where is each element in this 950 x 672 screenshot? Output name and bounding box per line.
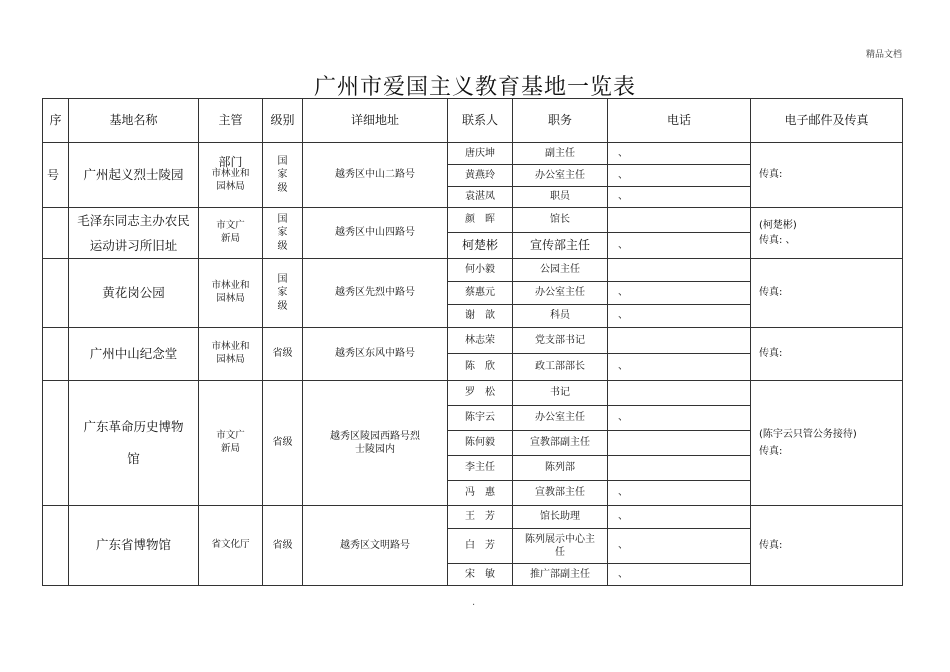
contact-position: 宣传部主任: [513, 232, 608, 258]
contact-name: 柯楚彬: [448, 232, 513, 258]
dept: 省文化厅: [199, 506, 263, 586]
seq-cell: [43, 259, 69, 328]
contact-phone: [608, 259, 751, 282]
contact-position: 办公室主任: [513, 406, 608, 431]
level: 国家级: [263, 143, 303, 208]
seq-cell: [43, 143, 69, 208]
contact-name: 林志荣: [448, 328, 513, 354]
contact-phone: 、: [608, 506, 751, 529]
contact-phone: 、: [608, 529, 751, 564]
header-address: 详细地址: [303, 99, 448, 143]
contact-phone: 、: [608, 282, 751, 305]
level: 国家级: [263, 208, 303, 259]
base-list-table: [42, 98, 903, 586]
contact-name: 冯 惠: [448, 481, 513, 506]
dept: 市林业和园林局: [199, 328, 263, 381]
contact-position: 副主任: [513, 143, 608, 165]
watermark-text: 精品文档: [865, 50, 902, 60]
email-fax: (陈宇云只管公务接待) 传真:: [751, 381, 903, 506]
contact-name: 谢 歆: [448, 305, 513, 328]
header-dept-bottom: 部门: [218, 155, 243, 170]
header-name: 基地名称: [69, 99, 199, 143]
base-name: 毛泽东同志主办农民运动讲习所旧址: [69, 208, 199, 259]
contact-position: 馆长助理: [513, 506, 608, 529]
header-level: 级别: [263, 99, 303, 143]
contact-position: 公园主任: [513, 259, 608, 282]
header-contact: 联系人: [448, 99, 513, 143]
level: 省级: [263, 506, 303, 586]
contact-position: 政工部部长: [513, 354, 608, 381]
table-header-row: [43, 99, 903, 143]
seq-cell: [43, 506, 69, 586]
contact-position: 陈列部: [513, 456, 608, 481]
header-seq: 序: [43, 99, 69, 143]
contact-name: 陈何毅: [448, 431, 513, 456]
table-row: [43, 381, 903, 406]
contact-name: 宋 敏: [448, 564, 513, 586]
contact-name: 李主任: [448, 456, 513, 481]
contact-name: 唐庆坤: [448, 143, 513, 165]
level: 国家级: [263, 259, 303, 328]
address: 越秀区中山四路号: [303, 208, 448, 259]
contact-position: 宣教部副主任: [513, 431, 608, 456]
table-row: [43, 328, 903, 354]
header-email-fax: 电子邮件及传真: [751, 99, 903, 143]
address: 越秀区先烈中路号: [303, 259, 448, 328]
contact-phone: 、: [608, 165, 751, 187]
level: 省级: [263, 381, 303, 506]
table-row: [43, 506, 903, 529]
table-row: [43, 259, 903, 282]
contact-name: 何小毅: [448, 259, 513, 282]
contact-phone: 、: [608, 406, 751, 431]
header-seq-bottom: 号: [47, 167, 60, 182]
document-title: 广州市爱国主义教育基地一览表: [313, 75, 636, 100]
contact-name: 白 芳: [448, 529, 513, 564]
address: 越秀区陵园西路号烈士陵园内: [303, 381, 448, 506]
base-name: 广州起义烈士陵园: [69, 143, 199, 208]
level: 省级: [263, 328, 303, 381]
contact-position: 党支部书记: [513, 328, 608, 354]
dept: 市文广新局: [199, 381, 263, 506]
contact-phone: [608, 328, 751, 354]
contact-name: 王 芳: [448, 506, 513, 529]
contact-position: 办公室主任: [513, 165, 608, 187]
seq-cell: [43, 208, 69, 259]
address: 越秀区文明路号: [303, 506, 448, 586]
contact-name: 蔡惠元: [448, 282, 513, 305]
address: 越秀区东风中路号: [303, 328, 448, 381]
contact-position: 宣教部主任: [513, 481, 608, 506]
dept: 市林业和园林局: [211, 168, 250, 192]
contact-phone: 、: [608, 143, 751, 165]
contact-name: 陈宇云: [448, 406, 513, 431]
email-fax: 传真:: [751, 143, 903, 208]
contact-position: 书记: [513, 381, 608, 406]
email-fax: 传真:: [751, 506, 903, 586]
contact-phone: 、: [608, 564, 751, 586]
seq-cell: [43, 381, 69, 506]
contact-name: 袁湛凤: [448, 187, 513, 208]
email-fax: 传真:: [751, 328, 903, 381]
base-name: 黄花岗公园: [69, 259, 199, 328]
base-name: 广东省博物馆: [69, 506, 199, 586]
seq-cell: [43, 328, 69, 381]
contact-phone: 、: [608, 354, 751, 381]
contact-phone: [608, 381, 751, 406]
contact-phone: [608, 431, 751, 456]
contact-name: 黄燕玲: [448, 165, 513, 187]
contact-phone: [608, 456, 751, 481]
header-phone: 电话: [608, 99, 751, 143]
header-dept: 主管: [199, 99, 263, 143]
dept-cell: [199, 143, 263, 208]
table-row: [43, 143, 903, 165]
contact-phone: [608, 208, 751, 233]
contact-phone: 、: [608, 232, 751, 258]
base-name: 广州中山纪念堂: [69, 328, 199, 381]
contact-position: 馆长: [513, 208, 608, 233]
contact-name: 陈 欣: [448, 354, 513, 381]
email-fax: 传真:: [751, 259, 903, 328]
contact-position: 办公室主任: [513, 282, 608, 305]
table-row: [43, 208, 903, 233]
address: 越秀区中山二路号: [303, 143, 448, 208]
contact-position: 推广部副主任: [513, 564, 608, 586]
header-position: 职务: [513, 99, 608, 143]
contact-name: 罗 松: [448, 381, 513, 406]
dept: 市文广新局: [199, 208, 263, 259]
page-footer-dot: .: [472, 597, 476, 608]
contact-phone: 、: [608, 187, 751, 208]
contact-name: 颜 晖: [448, 208, 513, 233]
dept: 市林业和园林局: [199, 259, 263, 328]
email-fax: (柯楚彬) 传真: 、: [751, 208, 903, 259]
contact-position: 科员: [513, 305, 608, 328]
contact-position: 职员: [513, 187, 608, 208]
base-name: 广东革命历史博物馆: [69, 381, 199, 506]
contact-position: 陈列展示中心主任: [513, 529, 608, 564]
contact-phone: 、: [608, 305, 751, 328]
contact-phone: 、: [608, 481, 751, 506]
